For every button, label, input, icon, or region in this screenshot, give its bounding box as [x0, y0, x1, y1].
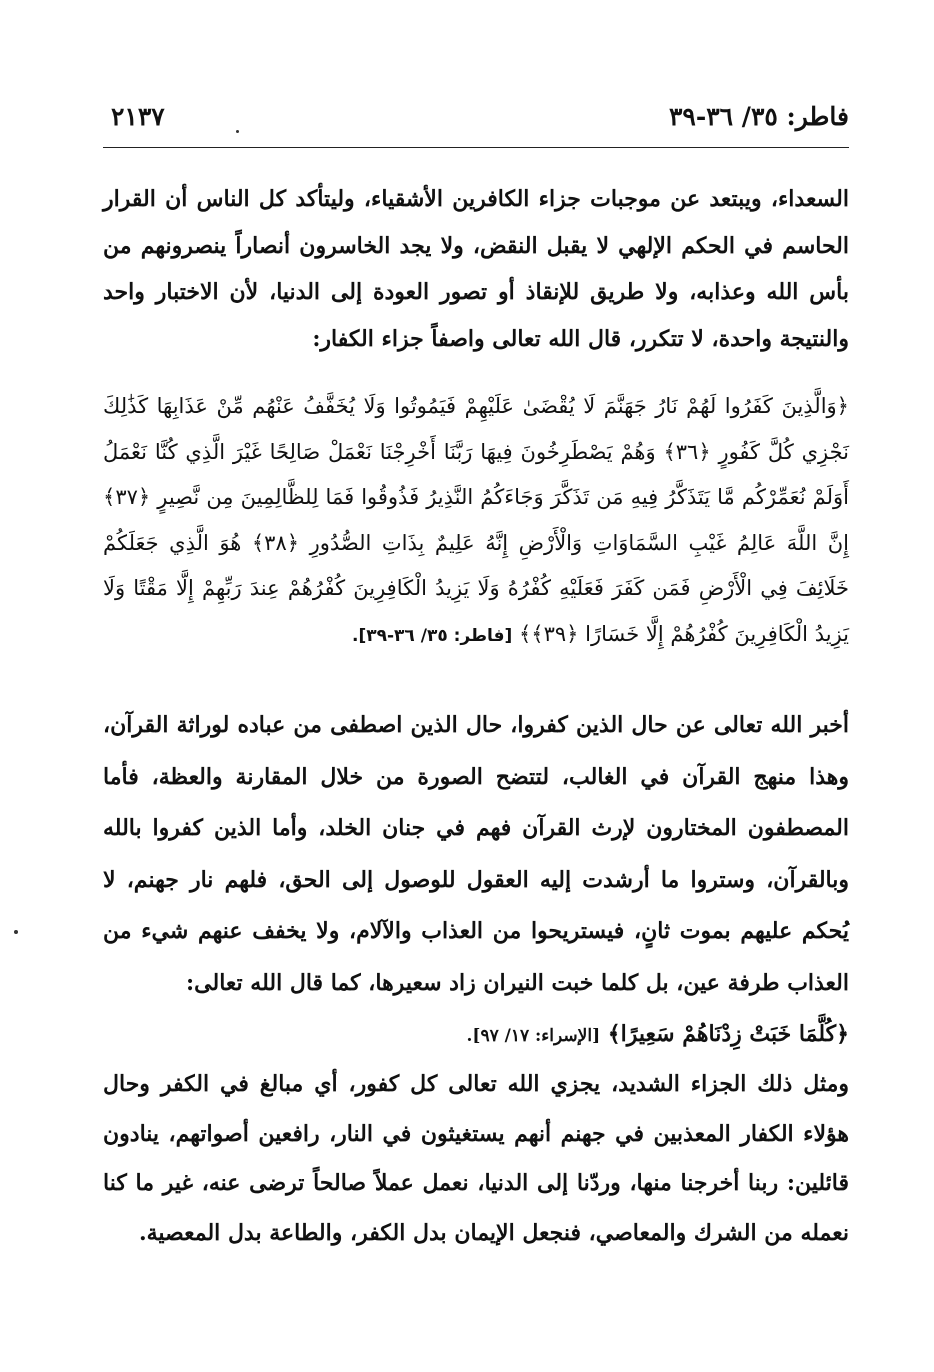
header-rule [103, 147, 849, 148]
scan-speck [14, 930, 18, 934]
paragraph-3: ومثل ذلك الجزاء الشديد، يجزي الله تعالى كل كفور، أي مبالغ في الكفر وحال هؤلاء الكفار المعذبين في جهنم أنهم يستغيثون في النار، رافعين أصواتهم، ينادون قائلين: ربنا أخرجنا منها، وردّنا إلى الدنيا، نعمل عملاً صالحاً ترضى عنه، غير ما كنا نعمله من الشرك والمعاصي، فنجعل الإيمان بدل الكفر، والطاعة بدل المعصية. [103, 1071, 849, 1246]
quoted-verse: ﴿كُلَّمَا خَبَتْ زِدْنَاهُمْ سَعِيرًا﴾ [607, 1021, 849, 1047]
quoted-verse-reference: [الإسراء: ١٧/ ٩٧]. [466, 1026, 601, 1046]
page-number: ٢١٣٧ [111, 102, 165, 131]
running-title: فاطر: ٣٥/ ٣٦-٣٩ [668, 102, 849, 131]
paragraph-1: السعداء، ويبتعد عن موجبات جزاء الكافرين الأشقياء، وليتأكد كل الناس أن القرار الحاسم في الحكم الإلهي لا يقبل النقض، ولا يجد الخاسرون أنصاراً ينصرونهم من بأس الله وعذابه، ولا طريق للإنقاذ أو تصور العودة إلى الدنيا، لأن الاختبار واحد والنتيجة واحدة، لا تتكرر، قال الله تعالى واصفاً جزاء الكفار: [103, 186, 849, 352]
quran-verse-text: ﴿وَالَّذِينَ كَفَرُوا لَهُمْ نَارُ جَهَنَّمَ لَا يُقْضَىٰ عَلَيْهِمْ فَيَمُوتُوا وَلَا يُخَفَّفُ عَنْهُم مِّنْ عَذَابِهَا كَذَٰلِكَ نَجْزِي كُلَّ كَفُورٍ ﴿٣٦﴾ وَهُمْ يَصْطَرِخُونَ فِيهَا رَبَّنَا أَخْرِجْنَا نَعْمَلْ صَالِحًا غَيْرَ الَّذِي كُنَّا نَعْمَلُ أَوَلَمْ نُعَمِّرْكُم مَّا يَتَذَكَّرُ فِيهِ مَن تَذَكَّرَ وَجَاءَكُمُ النَّذِيرُ فَذُوقُوا فَمَا لِلظَّالِمِينَ مِن نَّصِيرٍ ﴿٣٧﴾ إِنَّ اللَّهَ عَالِمُ غَيْبِ السَّمَاوَاتِ وَالْأَرْضِ إِنَّهُ عَلِيمٌ بِذَاتِ الصُّدُورِ ﴿٣٨﴾ هُوَ الَّذِي جَعَلَكُمْ خَلَائِفَ فِي الْأَرْضِ فَمَن كَفَرَ فَعَلَيْهِ كُفْرُهُ وَلَا يَزِيدُ الْكَافِرِينَ كُفْرُهُمْ عِندَ رَبِّهِمْ إِلَّا مَقْتًا وَلَا يَزِيدُ الْكَافِرِينَ كُفْرُهُمْ إِلَّا خَسَارًا ﴿٣٩﴾﴾ [103, 394, 850, 646]
verse-reference: [فاطر: ٣٥/ ٣٦-٣٩]. [351, 625, 513, 646]
quran-verse-block [103, 384, 849, 676]
header-dot [236, 130, 239, 133]
page-header [103, 98, 849, 138]
paragraph-2-text: أخبر الله تعالى عن حال الذين كفروا، حال الذين اصطفى من عباده لوراثة القرآن، وهذا منهج القرآن في الغالب، لتتضح الصورة من خلال المقارنة والعظة، فأما المصطفون المختارون لإرث القرآن فهم في جنان الخلد، وأما الذين كفروا بالله وبالقرآن، وستروا ما أرشدت إليه العقول للوصول إلى الحق، فلهم نار جهنم، لا يُحكم عليهم بموت ثانٍ، فيستريحوا من العذاب والآلام، ولا يخفف عنهم شيء من العذاب طرفة عين، بل كلما خبت النيران زاد سعيرها، كما قال الله تعالى: [103, 712, 849, 996]
paragraph-2 [103, 700, 849, 1047]
